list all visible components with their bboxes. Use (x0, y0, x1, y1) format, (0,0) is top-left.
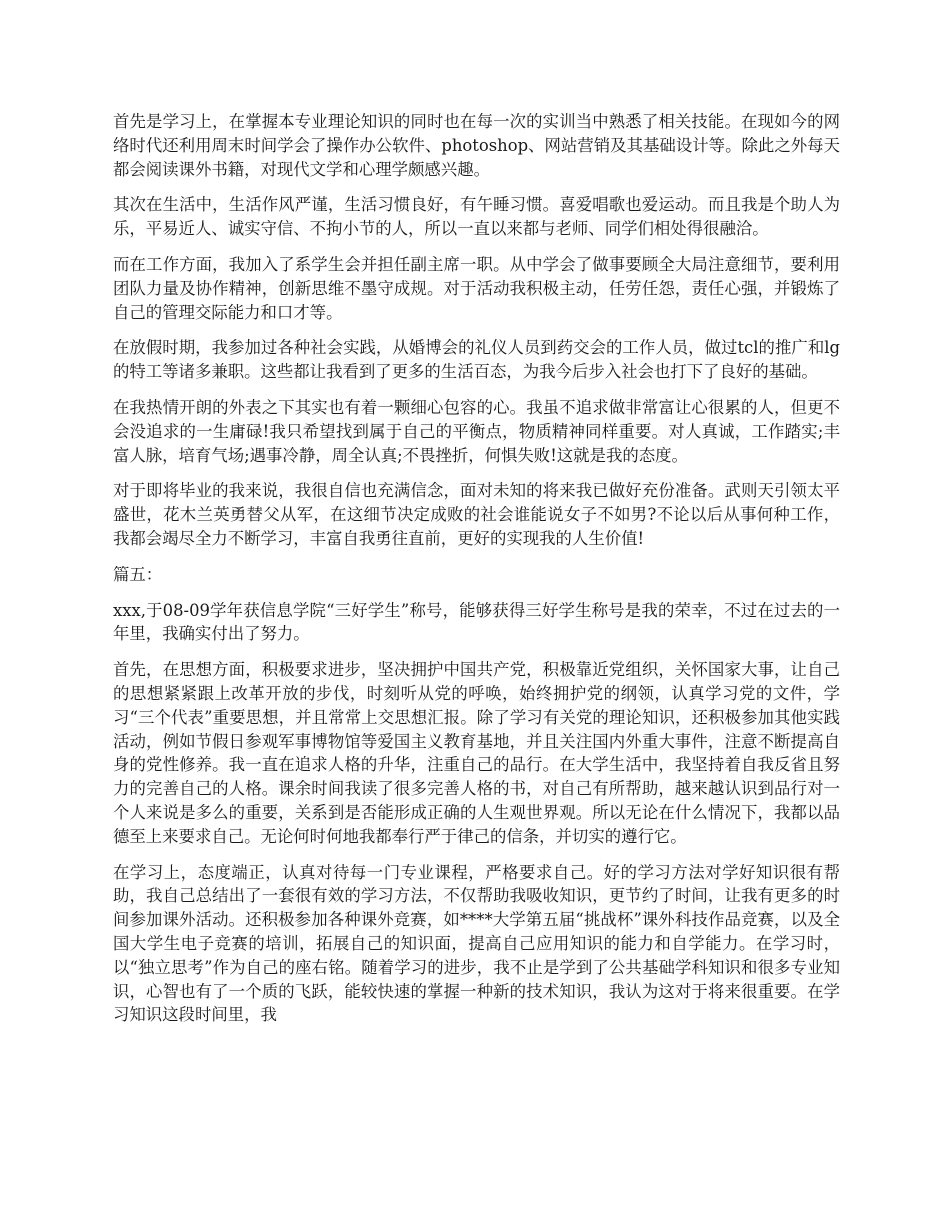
paragraph-life: 其次在生活中，生活作风严谨，生活习惯良好，有午睡习惯。喜爱唱歌也爱运动。而且我是个助人为乐，平易近人、诚实守信、不拘小节的人，所以一直以来都与老师、同学们相处得很融洽。 (113, 195, 840, 239)
paragraph-vacation: 在放假时期，我参加过各种社会实践，从婚博会的礼仪人员到药交会的工作人员，做过tcl的推广和lg的特工等诸多兼职。这些都让我看到了更多的生活百态，为我今后步入社会也打下了良好的基础。 (113, 338, 840, 382)
document-body (113, 110, 840, 1039)
paragraph-ideology: 首先，在思想方面，积极要求进步，坚决拥护中国共产党，积极靠近党组织，关怀国家大事，让自己的思想紧紧跟上改革开放的步伐，时刻听从党的呼唤，始终拥护党的纲领，认真学习党的文件，学习“三个代表”重要思想，并且常常上交思想汇报。除了学习有关党的理论知识，还积极参加其他实践活动，例如节假日参观军事博物馆等爱国主义教育基地，并且关注国内外重大事件，注意不断提高自身的党性修养。我一直在追求人格的升华，注重自己的品行。在大学生活中，我坚持着自我反省且努力的完善自己的人格。课余时间我读了很多完善人格的书，对自己有所帮助，越来越认识到品行对一个人来说是多么的重要，关系到是否能形成正确的人生观世界观。所以无论在什么情况下，我都以品德至上来要求自己。无论何时何地我都奉行严于律己的信条，并切实的遵行它。 (113, 660, 840, 846)
paragraph-graduation: 对于即将毕业的我来说，我很自信也充满信念，面对未知的将来我已做好充份准备。武则天引领太平盛世，花木兰英勇替父从军，在这细节决定成败的社会谁能说女子不如男?不论以后从事何种工作，我都会竭尽全力不断学习，丰富自我勇往直前，更好的实现我的人生价值! (113, 481, 840, 548)
paragraph-award: xxx,于08-09学年获信息学院“三好学生”称号，能够获得三好学生称号是我的荣幸，不过在过去的一年里，我确实付出了努力。 (113, 600, 840, 644)
paragraph-attitude: 在我热情开朗的外表之下其实也有着一颗细心包容的心。我虽不追求做非常富让心很累的人，但更不会没追求的一生庸碌!我只希望找到属于自己的平衡点，物质精神同样重要。对人真诚，工作踏实;丰富人脉，培育气场;遇事冷静，周全认真;不畏挫折，何惧失败!这就是我的态度。 (113, 397, 840, 465)
paragraph-learning: 在学习上，态度端正，认真对待每一门专业课程，严格要求自己。好的学习方法对学好知识很有帮助，我自己总结出了一套很有效的学习方法，不仅帮助我吸收知识，更节约了时间，让我有更多的时间参加课外活动。还积极参加各种课外竞赛，如****大学第五届“挑战杯”课外科技作品竞赛，以及全国大学生电子竞赛的培训，拓展自己的知识面，提高自己应用知识的能力和自学能力。在学习时，以“独立思考”作为自己的座右铭。随着学习的进步，我不止是学到了公共基础学科知识和很多专业知识，心智也有了一个质的飞跃，能较快速的掌握一种新的技术知识，我认为这对于将来很重要。在学习知识这段时间里，我 (113, 862, 840, 1025)
section-heading: 篇五： (113, 564, 163, 584)
paragraph-work: 而在工作方面，我加入了系学生会并担任副主席一职。从中学会了做事要顾全大局注意细节，要利用团队力量及协作精神，创新思维不墨守成规。对于活动我积极主动，任劳任怨，责任心强，并锻炼了自己的管理交际能力和口才等。 (113, 254, 840, 322)
paragraph-study: 首先是学习上，在掌握本专业理论知识的同时也在每一次的实训当中熟悉了相关技能。在现如今的网络时代还利用周末时间学会了操作办公软件、photoshop、网站营销及其基础设计等。除此之外每天都会阅读课外书籍，对现代文学和心理学颇感兴趣。 (113, 112, 840, 179)
